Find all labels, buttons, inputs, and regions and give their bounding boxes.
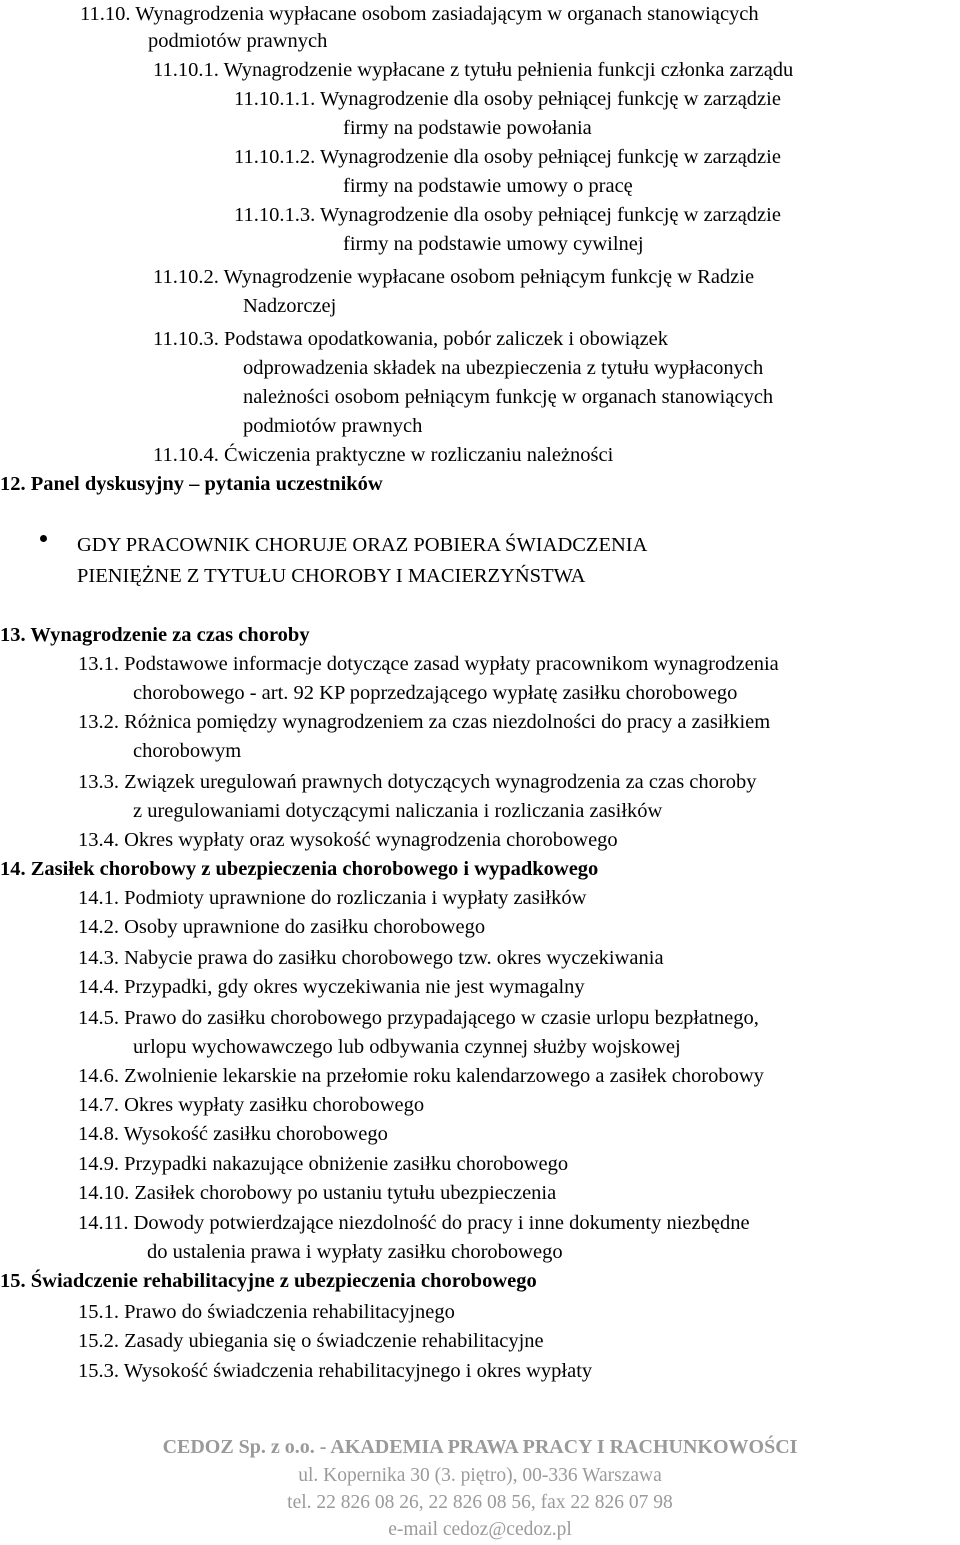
outline-item: 11.10.1. Wynagrodzenie wypłacane z tytułu pełnienia funkcji członka zarządu <box>153 59 794 81</box>
outline-item: 14.9. Przypadki nakazujące obniżenie zasiłku chorobowego <box>78 1153 569 1175</box>
outline-item: 14.1. Podmioty uprawnione do rozliczania i wypłaty zasiłków <box>78 887 587 909</box>
outline-item: 14.2. Osoby uprawnione do zasiłku chorobowego <box>78 916 486 938</box>
outline-item: 14.10. Zasiłek chorobowy po ustaniu tytułu ubezpieczenia <box>78 1182 557 1204</box>
bullet-icon <box>40 535 47 542</box>
outline-item: 14.11. Dowody potwierdzające niezdolność do pracy i inne dokumenty niezbędne <box>78 1212 750 1234</box>
outline-item: 15.2. Zasady ubiegania się o świadczenie rehabilitacyjne <box>78 1330 544 1352</box>
outline-item: 13.3. Związek uregulowań prawnych dotyczących wynagrodzenia za czas choroby <box>78 771 757 793</box>
outline-item-continuation: do ustalenia prawa i wypłaty zasiłku chorobowego <box>147 1241 563 1263</box>
banner-line: GDY PRACOWNIK CHORUJE ORAZ POBIERA ŚWIADCZENIA <box>77 534 648 556</box>
banner-line: PIENIĘŻNE Z TYTUŁU CHOROBY I MACIERZYŃSTWA <box>77 565 586 587</box>
outline-item-continuation: firmy na podstawie umowy cywilnej <box>343 233 644 255</box>
outline-item: 14.4. Przypadki, gdy okres wyczekiwania nie jest wymagalny <box>78 976 585 998</box>
outline-item: 14.6. Zwolnienie lekarskie na przełomie roku kalendarzowego a zasiłek chorobowy <box>78 1065 764 1087</box>
section-heading: 13. Wynagrodzenie za czas choroby <box>0 624 310 646</box>
footer-phone: tel. 22 826 08 26, 22 826 08 56, fax 22 826 07 98 <box>287 1492 673 1513</box>
outline-item: 14.8. Wysokość zasiłku chorobowego <box>78 1123 388 1145</box>
section-heading: 14. Zasiłek chorobowy z ubezpieczenia chorobowego i wypadkowego <box>0 858 599 880</box>
outline-item-continuation: z uregulowaniami dotyczącymi naliczania i rozliczania zasiłków <box>133 800 663 822</box>
outline-item: 13.2. Różnica pomiędzy wynagrodzeniem za czas niezdolności do pracy a zasiłkiem <box>78 711 771 733</box>
outline-item-continuation: firmy na podstawie powołania <box>343 117 592 139</box>
outline-item: 11.10.1.2. Wynagrodzenie dla osoby pełniącej funkcję w zarządzie <box>234 146 781 168</box>
outline-item-continuation: podmiotów prawnych <box>243 415 423 437</box>
footer-address: ul. Kopernika 30 (3. piętro), 00-336 Warszawa <box>298 1465 662 1486</box>
outline-item-continuation: chorobowym <box>133 740 242 762</box>
footer-email: e-mail cedoz@cedoz.pl <box>388 1519 572 1540</box>
outline-item: 15.1. Prawo do świadczenia rehabilitacyjnego <box>78 1301 455 1323</box>
footer-company: CEDOZ Sp. z o.o. - AKADEMIA PRAWA PRACY I RACHUNKOWOŚCI <box>162 1436 798 1458</box>
outline-item-continuation: podmiotów prawnych <box>148 30 328 52</box>
outline-item-continuation: chorobowego - art. 92 KP poprzedzającego wypłatę zasiłku chorobowego <box>133 682 738 704</box>
section-heading: 12. Panel dyskusyjny – pytania uczestników <box>0 473 383 495</box>
outline-item: 11.10.4. Ćwiczenia praktyczne w rozliczaniu należności <box>153 444 614 466</box>
outline-item: 11.10.2. Wynagrodzenie wypłacane osobom pełniącym funkcję w Radzie <box>153 266 755 288</box>
outline-item-continuation: odprowadzenia składek na ubezpieczenia z tytułu wypłaconych <box>243 357 764 379</box>
outline-item: 15.3. Wysokość świadczenia rehabilitacyjnego i okres wypłaty <box>78 1360 593 1382</box>
outline-item: 11.10.3. Podstawa opodatkowania, pobór zaliczek i obowiązek <box>153 328 669 350</box>
section-heading: 15. Świadczenie rehabilitacyjne z ubezpieczenia chorobowego <box>0 1270 537 1292</box>
outline-item: 14.7. Okres wypłaty zasiłku chorobowego <box>78 1094 425 1116</box>
outline-item: 13.4. Okres wypłaty oraz wysokość wynagrodzenia chorobowego <box>78 829 618 851</box>
outline-item: 11.10. Wynagrodzenia wypłacane osobom zasiadającym w organach stanowiących <box>80 3 759 25</box>
outline-item: 14.5. Prawo do zasiłku chorobowego przypadającego w czasie urlopu bezpłatnego, <box>78 1007 759 1029</box>
outline-item-continuation: należności osobom pełniącym funkcję w organach stanowiących <box>243 386 774 408</box>
outline-item: 11.10.1.3. Wynagrodzenie dla osoby pełniącej funkcję w zarządzie <box>234 204 781 226</box>
outline-item: 14.3. Nabycie prawa do zasiłku chorobowego tzw. okres wyczekiwania <box>78 947 664 969</box>
outline-item: 13.1. Podstawowe informacje dotyczące zasad wypłaty pracownikom wynagrodzenia <box>78 653 779 675</box>
outline-item-continuation: urlopu wychowawczego lub odbywania czynnej służby wojskowej <box>133 1036 681 1058</box>
outline-item: 11.10.1.1. Wynagrodzenie dla osoby pełniącej funkcję w zarządzie <box>234 88 781 110</box>
outline-item-continuation: Nadzorczej <box>243 295 337 317</box>
outline-item-continuation: firmy na podstawie umowy o pracę <box>343 175 633 197</box>
